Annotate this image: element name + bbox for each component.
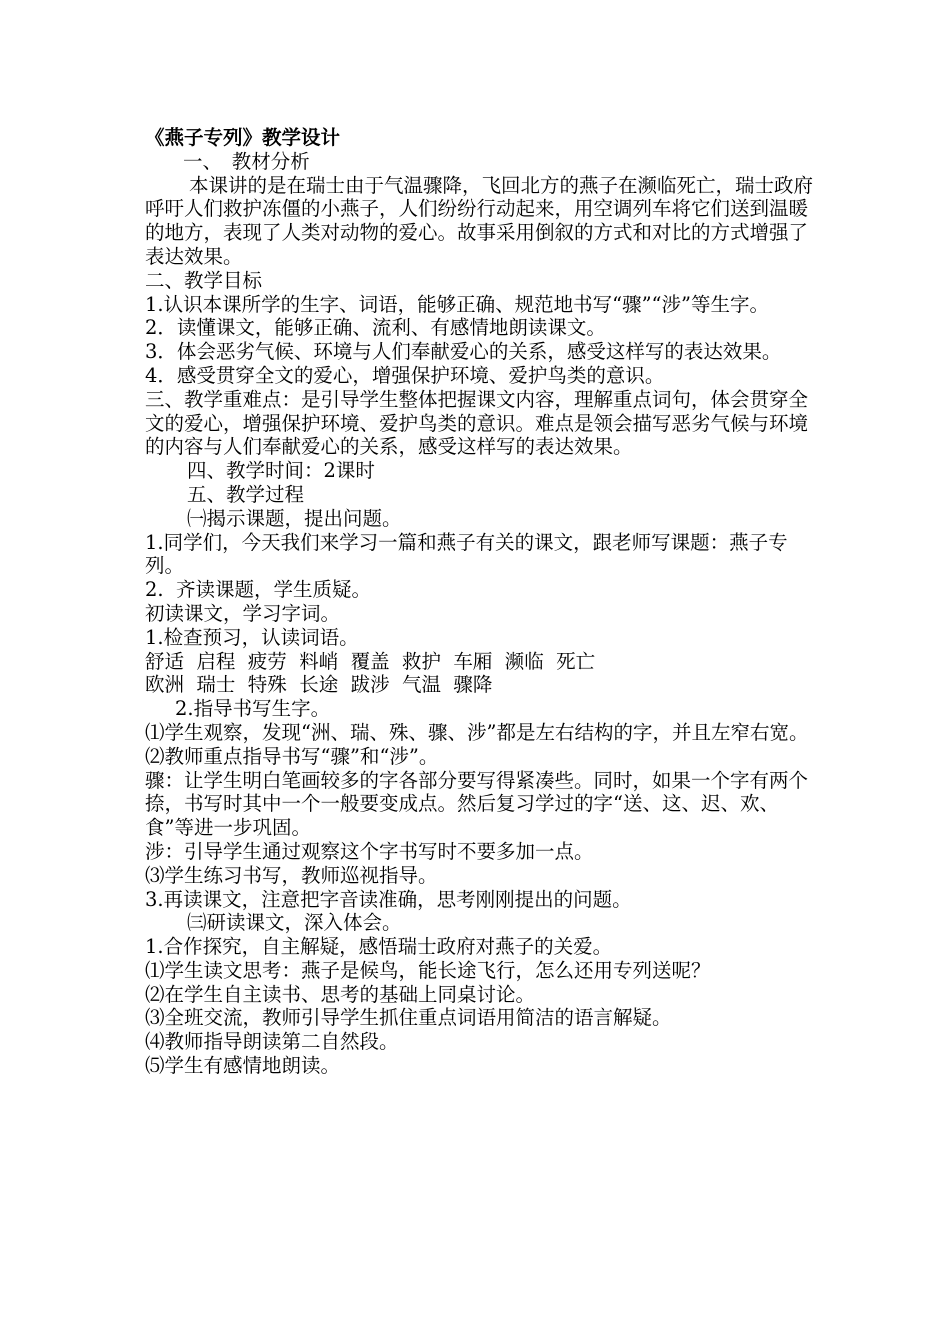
step-2-item-1: 1.检查预习，认读词语。 (145, 625, 359, 649)
document-title: 《燕子专列》教学设计 (145, 126, 341, 149)
section-1-body: 本课讲的是在瑞士由于气温骤降，飞回北方的燕子在濒临死亡，瑞士政府呼吁人们救护冻僵的小燕子，人们纷纷行动起来，用空调列车将它们送到温暖的地方，表现了人类对动物的爱心。故事采用倒叙的方式和对比的方式增强了表达效果。 (145, 173, 814, 268)
step-2-item-3: 3.再读课文，注意把字音读准确，思考刚刚提出的问题。 (145, 887, 632, 911)
step-3-item-1d: ⑷教师指导朗读第二自然段。 (145, 1030, 399, 1054)
step-3-item-1: 1.合作探究，自主解疑，感悟瑞士政府对燕子的关爱。 (145, 935, 613, 959)
goal-2: 2．读懂课文，能够正确、流利、有感情地朗读课文。 (145, 316, 606, 340)
step-3-item-1e: ⑸学生有感情地朗读。 (145, 1054, 341, 1078)
step-1-heading: ㈠揭示课题，提出问题。 (187, 506, 402, 530)
section-2-heading: 二、教学目标 (145, 268, 263, 292)
step-2-item-2a: ⑴学生观察，发现“洲、瑞、殊、骤、涉”都是左右结构的字，并且左窄右宽。 (145, 720, 809, 744)
step-3-heading: ㈢研读课文，深入体会。 (187, 911, 402, 935)
word-list-row-2: 欧洲 瑞士 特殊 长途 跋涉 气温 骤降 (145, 673, 493, 697)
goal-3: 3．体会恶劣气候、环境与人们奉献爱心的关系，感受这样写的表达效果。 (145, 340, 782, 364)
goal-1: 1.认识本课所学的生字、词语，能够正确、规范地书写“骤”“涉”等生字。 (145, 292, 769, 316)
word-list-row-1: 舒适 启程 疲劳 料峭 覆盖 救护 车厢 濒临 死亡 (145, 649, 596, 673)
section-5-heading: 五、教学过程 (187, 482, 305, 506)
step-3-item-1b: ⑵在学生自主读书、思考的基础上同桌讨论。 (145, 982, 536, 1006)
step-1-item-2: 2. 齐读课题，学生质疑。 (145, 578, 372, 602)
step-2-item-2: 2.指导书写生字。 (175, 697, 331, 721)
step-1-item-1: 1.同学们，今天我们来学习一篇和燕子有关的课文，跟老师写课题：燕子专列。 (145, 530, 788, 578)
step-3-item-1c: ⑶全班交流，教师引导学生抓住重点词语用简洁的语言解疑。 (145, 1006, 672, 1030)
step-2-intro: 初读课文，学习字词。 (145, 601, 341, 625)
section-1-heading: 一、 教材分析 (183, 149, 310, 173)
document-body (145, 126, 825, 1078)
step-3-item-1a: ⑴学生读文思考：燕子是候鸟，能长途飞行，怎么还用专列送呢？ (145, 958, 711, 982)
goal-4: 4．感受贯穿全文的爱心，增强保护环境、爱护鸟类的意识。 (145, 363, 665, 387)
step-2-item-2b: ⑵教师重点指导书写“骤”和“涉”。 (145, 744, 439, 768)
section-3-text: 三、教学重难点：是引导学生整体把握课文内容，理解重点词句，体会贯穿全文的爱心，增强保护环境、爱护鸟类的意识。难点是领会描写恶劣气候与环境的内容与人们奉献爱心的关系，感受这样写的表达效果。 (145, 387, 809, 459)
step-2-item-2c: ⑶学生练习书写，教师巡视指导。 (145, 863, 438, 887)
char-note-zhou: 骤：让学生明白笔画较多的字各部分要写得紧凑些。同时，如果一个字有两个捺，书写时其中一个一般要变成点。然后复习学过的字“送、这、迟、欢、食”等进一步巩固。 (145, 768, 809, 840)
char-note-she: 涉：引导学生通过观察这个字书写时不要多加一点。 (145, 839, 594, 863)
section-4-text: 四、教学时间：2课时 (187, 459, 375, 483)
